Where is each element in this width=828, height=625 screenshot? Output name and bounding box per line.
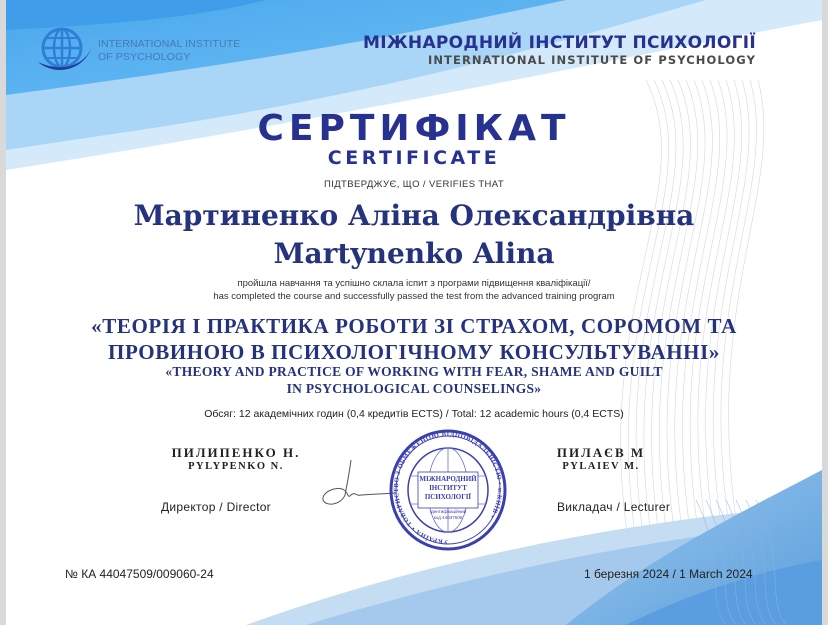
completion-statement-en: has completed the course and successfully passed the test from the advanced training program xyxy=(213,291,615,302)
logo-text xyxy=(98,38,240,64)
logo-text-line1: INTERNATIONAL INSTITUTE xyxy=(98,38,241,50)
stamp-code-line1: Ідентифікаційний xyxy=(429,509,467,514)
stamp-ring-text: УКРАЇНА • ТОВАРИСТВО З ОБМЕЖЕНОЮ ВІДПОВІДАЛЬНІСТЮ • м.КИЇВ • xyxy=(393,430,504,546)
director-name-en: PYLYPENKO N. xyxy=(188,461,284,472)
stamp-line1: МІЖНАРОДНИЙ xyxy=(419,475,477,483)
course-title-en-line1: «THEORY AND PRACTICE OF WORKING WITH FEAR, SHAME AND GUILT xyxy=(165,364,663,379)
recipient-name-en: Martynenko Alina xyxy=(273,237,555,270)
course-title-en-line2: IN PSYCHOLOGICAL COUNSELINGS» xyxy=(286,381,542,396)
lecturer-name-ua: ПИЛАЄВ М xyxy=(556,445,646,460)
verifies-that: ПІДТВЕРДЖУЄ, ЩО / VERIFIES THAT xyxy=(323,179,505,190)
completion-statement xyxy=(6,277,822,303)
course-title-ua-line1: «ТЕОРІЯ І ПРАКТИКА РОБОТИ ЗІ СТРАХОМ, СОРОМОМ ТА xyxy=(91,314,737,338)
certificate-title-ua: СЕРТИФІКАТ xyxy=(257,108,571,149)
recipient-name-ua: Мартиненко Аліна Олександрівна xyxy=(133,199,695,232)
course-volume: Обсяг: 12 академічних годин (0,4 кредитів ECTS) / Total: 12 academic hours (0,4 ECTS) xyxy=(204,408,624,420)
certificate-date: 1 березня 2024 / 1 March 2024 xyxy=(584,567,753,581)
course-title-ua xyxy=(6,313,822,365)
director-role: Директор / Director xyxy=(161,500,271,514)
course-title-en xyxy=(6,363,822,397)
stamp-line3: ПСИХОЛОГІЇ xyxy=(424,493,472,501)
director-name-ua: ПИЛИПЕНКО Н. xyxy=(171,445,301,460)
director-block xyxy=(156,445,316,472)
stamp-line2: ІНСТИТУТ xyxy=(429,484,467,492)
logo-text-line2: OF PSYCHOLOGY xyxy=(98,51,191,63)
certificate-number: № КА 44047509/009060-24 xyxy=(65,567,214,581)
globe-logo-icon xyxy=(34,24,96,78)
lecturer-block xyxy=(546,445,656,472)
certificate-title-en: CERTIFICATE xyxy=(327,147,501,169)
stamp-code-line2: код 44047509 xyxy=(433,515,463,520)
institute-stamp-icon xyxy=(388,428,508,552)
institute-name-ua: МІЖНАРОДНИЙ ІНСТИТУТ ПСИХОЛОГІЇ xyxy=(362,33,756,53)
institute-name-en: INTERNATIONAL INSTITUTE OF PSYCHOLOGY xyxy=(427,53,756,67)
lecturer-role: Викладач / Lecturer xyxy=(557,500,671,514)
lecturer-name-en: PYLAIEV M. xyxy=(562,461,640,472)
course-title-ua-line2: ПРОВИНОЮ В ПСИХОЛОГІЧНОМУ КОНСУЛЬТУВАННІ» xyxy=(108,340,720,364)
certificate xyxy=(6,0,822,625)
completion-statement-ua: пройшла навчання та успішно склала іспит з програми підвищення кваліфікації/ xyxy=(237,278,591,289)
